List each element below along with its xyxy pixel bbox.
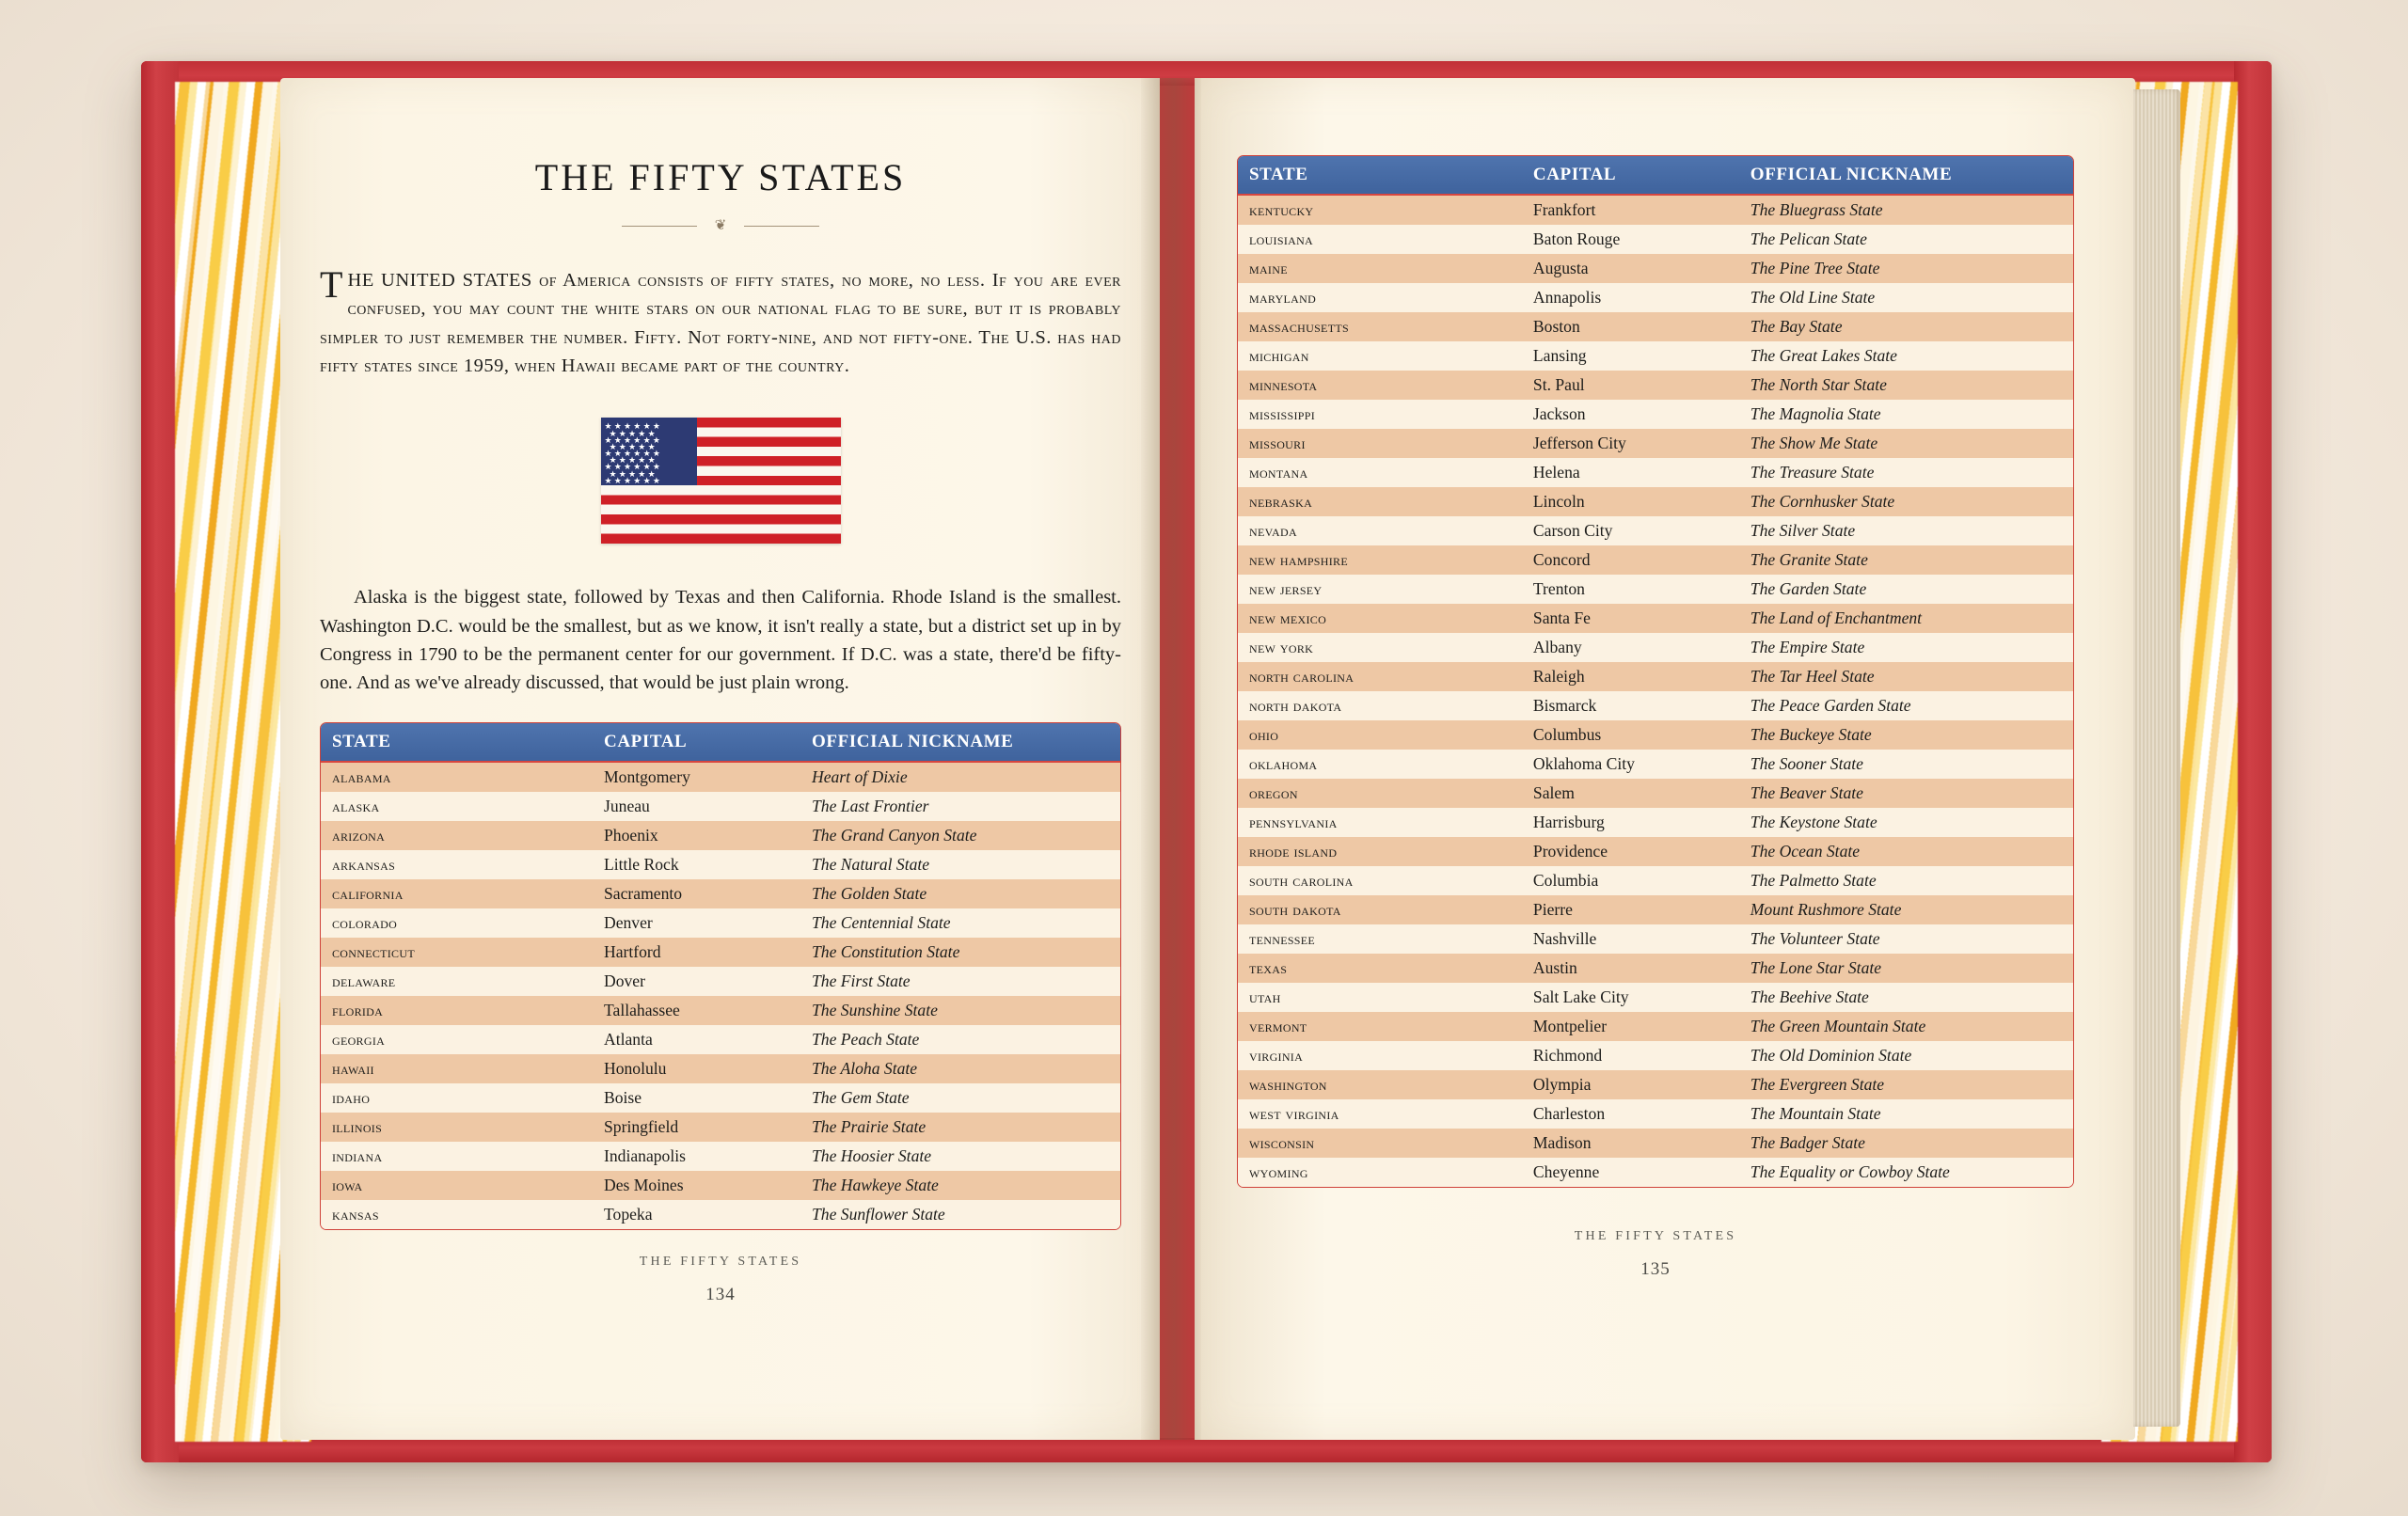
page-footer-right [1237, 1229, 2074, 1280]
states-table-left-body [321, 762, 1120, 1229]
cell-nickname: The Golden State [800, 879, 1120, 908]
table-row [1238, 720, 2073, 750]
cell-nickname: The Old Dominion State [1739, 1041, 2073, 1070]
cell-capital: Montpelier [1522, 1012, 1739, 1041]
cell-nickname: The Green Mountain State [1739, 1012, 2073, 1041]
table-row [1238, 225, 2073, 254]
cell-state: georgia [321, 1025, 593, 1054]
cell-capital: Frankfort [1522, 195, 1739, 225]
cell-capital: Austin [1522, 954, 1739, 983]
cell-capital: Helena [1522, 458, 1739, 487]
cell-state: indiana [321, 1142, 593, 1171]
cell-state: alabama [321, 762, 593, 792]
intro-paragraph [320, 263, 1121, 380]
table-row [1238, 604, 2073, 633]
table-row [321, 1083, 1120, 1113]
cell-state: rhode island [1238, 837, 1522, 866]
cell-state: missouri [1238, 429, 1522, 458]
cell-state: iowa [321, 1171, 593, 1200]
cell-nickname: The Evergreen State [1739, 1070, 2073, 1099]
table-row [1238, 400, 2073, 429]
cell-capital: Phoenix [593, 821, 800, 850]
cell-state: illinois [321, 1113, 593, 1142]
cell-nickname: The Pelican State [1739, 225, 2073, 254]
star-row: ★★★★★★ [604, 462, 663, 472]
states-table-right-body [1238, 195, 2073, 1187]
cell-nickname: The Bay State [1739, 312, 2073, 341]
table-row [1238, 808, 2073, 837]
cell-capital: Montgomery [593, 762, 800, 792]
table-row [1238, 487, 2073, 516]
table-row [321, 1054, 1120, 1083]
cell-capital: Cheyenne [1522, 1158, 1739, 1187]
cell-capital: Boston [1522, 312, 1739, 341]
cell-state: kansas [321, 1200, 593, 1229]
cell-capital: Bismarck [1522, 691, 1739, 720]
table-row [1238, 1012, 2073, 1041]
cell-state: oklahoma [1238, 750, 1522, 779]
cell-nickname: The Natural State [800, 850, 1120, 879]
cell-state: louisiana [1238, 225, 1522, 254]
cell-state: california [321, 879, 593, 908]
cell-nickname: The Sunshine State [800, 996, 1120, 1025]
cell-capital: St. Paul [1522, 371, 1739, 400]
book-cover-right-edge [2234, 61, 2272, 1462]
cell-nickname: The Sooner State [1739, 750, 2073, 779]
cell-state: minnesota [1238, 371, 1522, 400]
cell-capital: Madison [1522, 1129, 1739, 1158]
cell-state: utah [1238, 983, 1522, 1012]
star-row: ★★★★★ [609, 468, 657, 479]
united-states-flag [601, 418, 841, 544]
table-row [1238, 1158, 2073, 1187]
cell-capital: Olympia [1522, 1070, 1739, 1099]
cell-state: wyoming [1238, 1158, 1522, 1187]
book-gutter-shadow [1141, 78, 1201, 1440]
table-row [1238, 1041, 2073, 1070]
book-cover-left-edge [141, 61, 179, 1462]
cell-state: nevada [1238, 516, 1522, 545]
page-edges-stack [2133, 89, 2180, 1427]
cell-nickname: Mount Rushmore State [1739, 895, 2073, 924]
cell-state: ohio [1238, 720, 1522, 750]
table-row [321, 821, 1120, 850]
cell-nickname: The Peace Garden State [1739, 691, 2073, 720]
table-row [321, 996, 1120, 1025]
flag-stripes [601, 418, 841, 544]
cell-state: delaware [321, 967, 593, 996]
cell-capital: Hartford [593, 938, 800, 967]
table-row [1238, 516, 2073, 545]
cell-state: maryland [1238, 283, 1522, 312]
cell-capital: Carson City [1522, 516, 1739, 545]
cell-state: south dakota [1238, 895, 1522, 924]
table-row [1238, 371, 2073, 400]
right-page-content [1237, 155, 2074, 1378]
cell-capital: Charleston [1522, 1099, 1739, 1129]
table-row [321, 1113, 1120, 1142]
table-row [1238, 283, 2073, 312]
states-table-left [321, 723, 1120, 1229]
table-row [1238, 1099, 2073, 1129]
table-row [1238, 458, 2073, 487]
secondary-paragraph: Alaska is the biggest state, followed by Texas and then California. Rhode Island is the smallest. Washington D.C. would be the smallest, but as we know, it isn't really a state, but a district set up in by Congress in 1790 to be the permanent center for our government. If D.C. was a state, there'd be fifty-one. And as we've already discussed, that would be just plain wrong. [320, 587, 1121, 694]
cell-capital: Harrisburg [1522, 808, 1739, 837]
page-number-right: 135 [1640, 1259, 1671, 1279]
table-row [1238, 837, 2073, 866]
cell-nickname: The Silver State [1739, 516, 2073, 545]
cell-nickname: The Badger State [1739, 1129, 2073, 1158]
table-row [1238, 866, 2073, 895]
cell-nickname: The Cornhusker State [1739, 487, 2073, 516]
title-ornament-rule [622, 216, 819, 234]
column-header-nickname: OFFICIAL NICKNAME [1739, 156, 2073, 195]
cell-nickname: The Palmetto State [1739, 866, 2073, 895]
cell-nickname: The Lone Star State [1739, 954, 2073, 983]
cell-capital: Dover [593, 967, 800, 996]
cell-state: oregon [1238, 779, 1522, 808]
cell-state: alaska [321, 792, 593, 821]
table-row [1238, 779, 2073, 808]
open-book [141, 61, 2272, 1462]
cell-nickname: The Beehive State [1739, 983, 2073, 1012]
cell-nickname: The Land of Enchantment [1739, 604, 2073, 633]
table-row [1238, 1070, 2073, 1099]
cell-state: arkansas [321, 850, 593, 879]
cell-state: north carolina [1238, 662, 1522, 691]
cell-state: washington [1238, 1070, 1522, 1099]
table-row [1238, 195, 2073, 225]
cell-capital: Jefferson City [1522, 429, 1739, 458]
cell-capital: Sacramento [593, 879, 800, 908]
cell-capital: Denver [593, 908, 800, 938]
table-row [1238, 341, 2073, 371]
cell-capital: Columbia [1522, 866, 1739, 895]
cell-state: pennsylvania [1238, 808, 1522, 837]
ornament-glyph: ❦ [714, 218, 727, 233]
cell-nickname: The Volunteer State [1739, 924, 2073, 954]
table-row [1238, 662, 2073, 691]
cell-nickname: The Magnolia State [1739, 400, 2073, 429]
intro-paragraph-text: HE UNITED STATES of America consists of fifty states, no more, no less. If you are ever confused, you may count the white stars on our national flag to be sure, but it is probably simpler to just remember the number. Fifty. Not forty-nine, and not fifty-one. The U.S. has had fifty states since 1959, when Hawaii became part of the country. [320, 270, 1121, 376]
cell-state: wisconsin [1238, 1129, 1522, 1158]
cell-nickname: Heart of Dixie [800, 762, 1120, 792]
table-row [321, 938, 1120, 967]
table-row [1238, 983, 2073, 1012]
cell-state: new hampshire [1238, 545, 1522, 575]
column-header-state: STATE [1238, 156, 1522, 195]
table-header-row [321, 723, 1120, 762]
cell-capital: Baton Rouge [1522, 225, 1739, 254]
cell-capital: Topeka [593, 1200, 800, 1229]
cell-capital: Nashville [1522, 924, 1739, 954]
cell-capital: Annapolis [1522, 283, 1739, 312]
cell-capital: Trenton [1522, 575, 1739, 604]
table-row [1238, 954, 2073, 983]
cell-capital: Honolulu [593, 1054, 800, 1083]
cell-state: nebraska [1238, 487, 1522, 516]
table-row [1238, 924, 2073, 954]
cell-state: florida [321, 996, 593, 1025]
cell-nickname: The Grand Canyon State [800, 821, 1120, 850]
cell-capital: Augusta [1522, 254, 1739, 283]
cell-state: montana [1238, 458, 1522, 487]
cell-state: idaho [321, 1083, 593, 1113]
star-row: ★★★★★ [609, 428, 657, 438]
cell-capital: Salt Lake City [1522, 983, 1739, 1012]
table-row [321, 967, 1120, 996]
running-head-right: THE FIFTY STATES [1574, 1229, 1737, 1243]
cell-nickname: The Tar Heel State [1739, 662, 2073, 691]
ornament-line-left [622, 226, 697, 227]
cell-state: maine [1238, 254, 1522, 283]
cell-nickname: The Buckeye State [1739, 720, 2073, 750]
cell-state: north dakota [1238, 691, 1522, 720]
cell-capital: Little Rock [593, 850, 800, 879]
table-row [1238, 575, 2073, 604]
table-row [321, 1171, 1120, 1200]
cell-capital: Concord [1522, 545, 1739, 575]
page-title: THE FIFTY STATES [534, 156, 907, 198]
cell-state: south carolina [1238, 866, 1522, 895]
states-table-right [1238, 156, 2073, 1187]
cell-capital: Lansing [1522, 341, 1739, 371]
column-header-nickname: OFFICIAL NICKNAME [800, 723, 1120, 762]
cell-nickname: The Aloha State [800, 1054, 1120, 1083]
cell-nickname: The Great Lakes State [1739, 341, 2073, 371]
cell-state: tennessee [1238, 924, 1522, 954]
table-row [1238, 691, 2073, 720]
left-page-content [320, 155, 1121, 1378]
cell-nickname: The Beaver State [1739, 779, 2073, 808]
star-row: ★★★★★ [609, 455, 657, 466]
drop-cap: T [320, 263, 343, 306]
cell-state: new york [1238, 633, 1522, 662]
table-row [1238, 750, 2073, 779]
cell-capital: Oklahoma City [1522, 750, 1739, 779]
cell-state: michigan [1238, 341, 1522, 371]
cell-nickname: The Empire State [1739, 633, 2073, 662]
cell-state: vermont [1238, 1012, 1522, 1041]
cell-capital: Lincoln [1522, 487, 1739, 516]
ornament-line-right [744, 226, 819, 227]
cell-nickname: The Last Frontier [800, 792, 1120, 821]
star-row: ★★★★★★ [604, 449, 663, 459]
star-row: ★★★★★★ [604, 434, 663, 445]
table-row [321, 879, 1120, 908]
table-row [1238, 312, 2073, 341]
cell-capital: Tallahassee [593, 996, 800, 1025]
cell-nickname: The Centennial State [800, 908, 1120, 938]
table-row [1238, 545, 2073, 575]
star-row: ★★★★★★ [604, 421, 663, 432]
cell-nickname: The First State [800, 967, 1120, 996]
table-row [321, 792, 1120, 821]
cell-nickname: The Hawkeye State [800, 1171, 1120, 1200]
cell-state: connecticut [321, 938, 593, 967]
running-head-left: THE FIFTY STATES [639, 1254, 802, 1269]
table-row [321, 1142, 1120, 1171]
cell-nickname: The North Star State [1739, 371, 2073, 400]
cell-state: new jersey [1238, 575, 1522, 604]
cell-capital: Juneau [593, 792, 800, 821]
table-row [321, 762, 1120, 792]
star-row: ★★★★★ [609, 441, 657, 451]
table-row [321, 908, 1120, 938]
cell-capital: Salem [1522, 779, 1739, 808]
cell-nickname: The Pine Tree State [1739, 254, 2073, 283]
table-header-row [1238, 156, 2073, 195]
cell-nickname: The Constitution State [800, 938, 1120, 967]
cell-state: hawaii [321, 1054, 593, 1083]
book-cover-bottom-edge [141, 1438, 2272, 1462]
page-footer-left [320, 1255, 1121, 1305]
cell-nickname: The Peach State [800, 1025, 1120, 1054]
cell-nickname: The Equality or Cowboy State [1739, 1158, 2073, 1187]
cell-state: texas [1238, 954, 1522, 983]
cell-capital: Springfield [593, 1113, 800, 1142]
cell-nickname: The Treasure State [1739, 458, 2073, 487]
cell-state: mississippi [1238, 400, 1522, 429]
states-table-right-wrapper [1237, 155, 2074, 1188]
table-row [1238, 895, 2073, 924]
table-row [321, 1200, 1120, 1229]
cell-state: west virginia [1238, 1099, 1522, 1129]
cell-state: virginia [1238, 1041, 1522, 1070]
cell-nickname: The Granite State [1739, 545, 2073, 575]
column-header-state: STATE [321, 723, 593, 762]
cell-capital: Albany [1522, 633, 1739, 662]
cell-nickname: The Hoosier State [800, 1142, 1120, 1171]
table-row [1238, 254, 2073, 283]
cell-nickname: The Bluegrass State [1739, 195, 2073, 225]
cell-state: massachusetts [1238, 312, 1522, 341]
cell-nickname: The Keystone State [1739, 808, 2073, 837]
column-header-capital: CAPITAL [593, 723, 800, 762]
table-row [1238, 429, 2073, 458]
flag-canton-stars [601, 418, 697, 485]
cell-nickname: The Mountain State [1739, 1099, 2073, 1129]
page-number-left: 134 [705, 1284, 736, 1304]
table-row [1238, 1129, 2073, 1158]
cell-capital: Pierre [1522, 895, 1739, 924]
cell-capital: Raleigh [1522, 662, 1739, 691]
cell-capital: Columbus [1522, 720, 1739, 750]
table-row [321, 1025, 1120, 1054]
cell-nickname: The Ocean State [1739, 837, 2073, 866]
table-row [1238, 633, 2073, 662]
star-row: ★★★★★★ [604, 475, 663, 485]
cell-capital: Santa Fe [1522, 604, 1739, 633]
cell-capital: Providence [1522, 837, 1739, 866]
cell-capital: Boise [593, 1083, 800, 1113]
cell-nickname: The Gem State [800, 1083, 1120, 1113]
cell-capital: Des Moines [593, 1171, 800, 1200]
column-header-capital: CAPITAL [1522, 156, 1739, 195]
states-table-left-wrapper [320, 722, 1121, 1230]
cell-nickname: The Garden State [1739, 575, 2073, 604]
cell-nickname: The Prairie State [800, 1113, 1120, 1142]
cell-capital: Richmond [1522, 1041, 1739, 1070]
cell-capital: Atlanta [593, 1025, 800, 1054]
cell-nickname: The Old Line State [1739, 283, 2073, 312]
table-row [321, 850, 1120, 879]
cell-nickname: The Show Me State [1739, 429, 2073, 458]
cell-capital: Indianapolis [593, 1142, 800, 1171]
cell-nickname: The Sunflower State [800, 1200, 1120, 1229]
cell-state: new mexico [1238, 604, 1522, 633]
cell-state: arizona [321, 821, 593, 850]
cell-state: colorado [321, 908, 593, 938]
cell-state: kentucky [1238, 195, 1522, 225]
cell-capital: Jackson [1522, 400, 1739, 429]
